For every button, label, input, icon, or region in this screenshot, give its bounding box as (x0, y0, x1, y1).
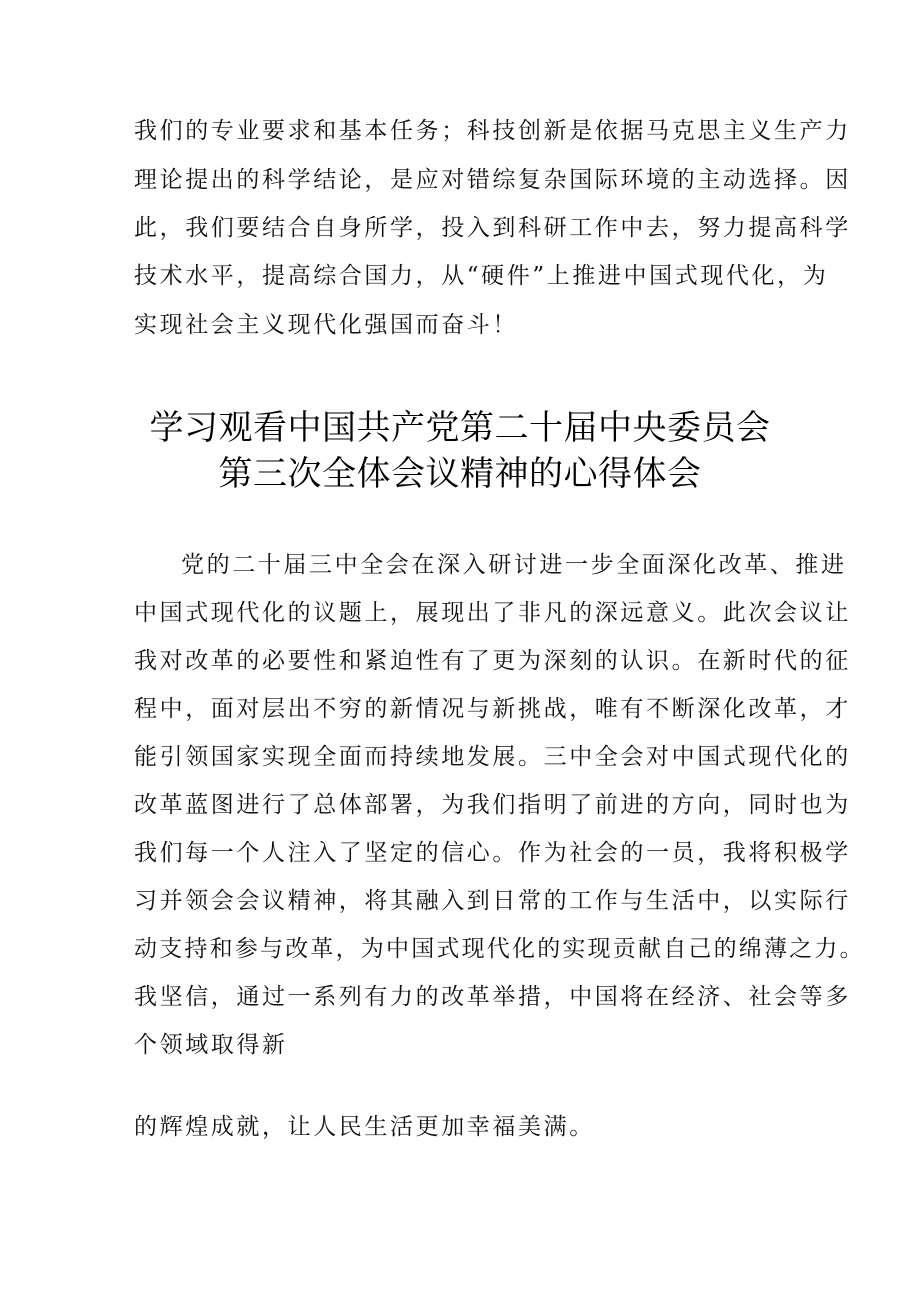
text-line: 此，我们要结合自身所学，投入到科研工作中去，努力提高科学 (134, 215, 851, 241)
text-line: 党的二十届三中全会在深入研讨进一步全面深化改革、推进 (181, 552, 847, 578)
text-line: 动支持和参与改革，为中国式现代化的实现贡献自己的绵薄之力。 (134, 936, 865, 962)
text-line: 实现社会主义现代化强国而奋斗！ (134, 312, 518, 338)
heading-line-2: 第三次全体会议精神的心得体会 (218, 454, 702, 494)
text-line: 能引领国家实现全面而持续地发展。三中全会对中国式现代化的 (134, 744, 851, 770)
text-line: 理论提出的科学结论，是应对错综复杂国际环境的主动选择。因 (134, 167, 851, 193)
heading-line-1: 学习观看中国共产党第二十届中央委员会 (149, 408, 771, 448)
text-line: 习并领会会议精神，将其融入到日常的工作与生活中，以实际行 (134, 888, 851, 914)
text-line: 中国式现代化的议题上，展现出了非凡的深远意义。此次会议让 (134, 600, 851, 626)
continuation-line: 的辉煌成就，让人民生活更加幸福美满。 (134, 1114, 595, 1140)
text-line: 我们的专业要求和基本任务；科技创新是依据马克思主义生产力 (134, 118, 851, 144)
text-line: 我对改革的必要性和紧迫性有了更为深刻的认识。在新时代的征 (134, 648, 851, 674)
text-line: 我坚信，通过一系列有力的改革举措，中国将在经济、社会等多 (134, 984, 851, 1010)
text-line: 技术水平，提高综合国力，从“硬件”上推进中国式现代化，为 (134, 263, 829, 289)
text-line: 我们每一个人注入了坚定的信心。作为社会的一员，我将积极学 (134, 840, 851, 866)
text-line: 改革蓝图进行了总体部署，为我们指明了前进的方向，同时也为 (134, 792, 851, 818)
text-line: 个领域取得新 (134, 1032, 288, 1058)
text-line: 程中，面对层出不穷的新情况与新挑战，唯有不断深化改革，才 (134, 696, 851, 722)
